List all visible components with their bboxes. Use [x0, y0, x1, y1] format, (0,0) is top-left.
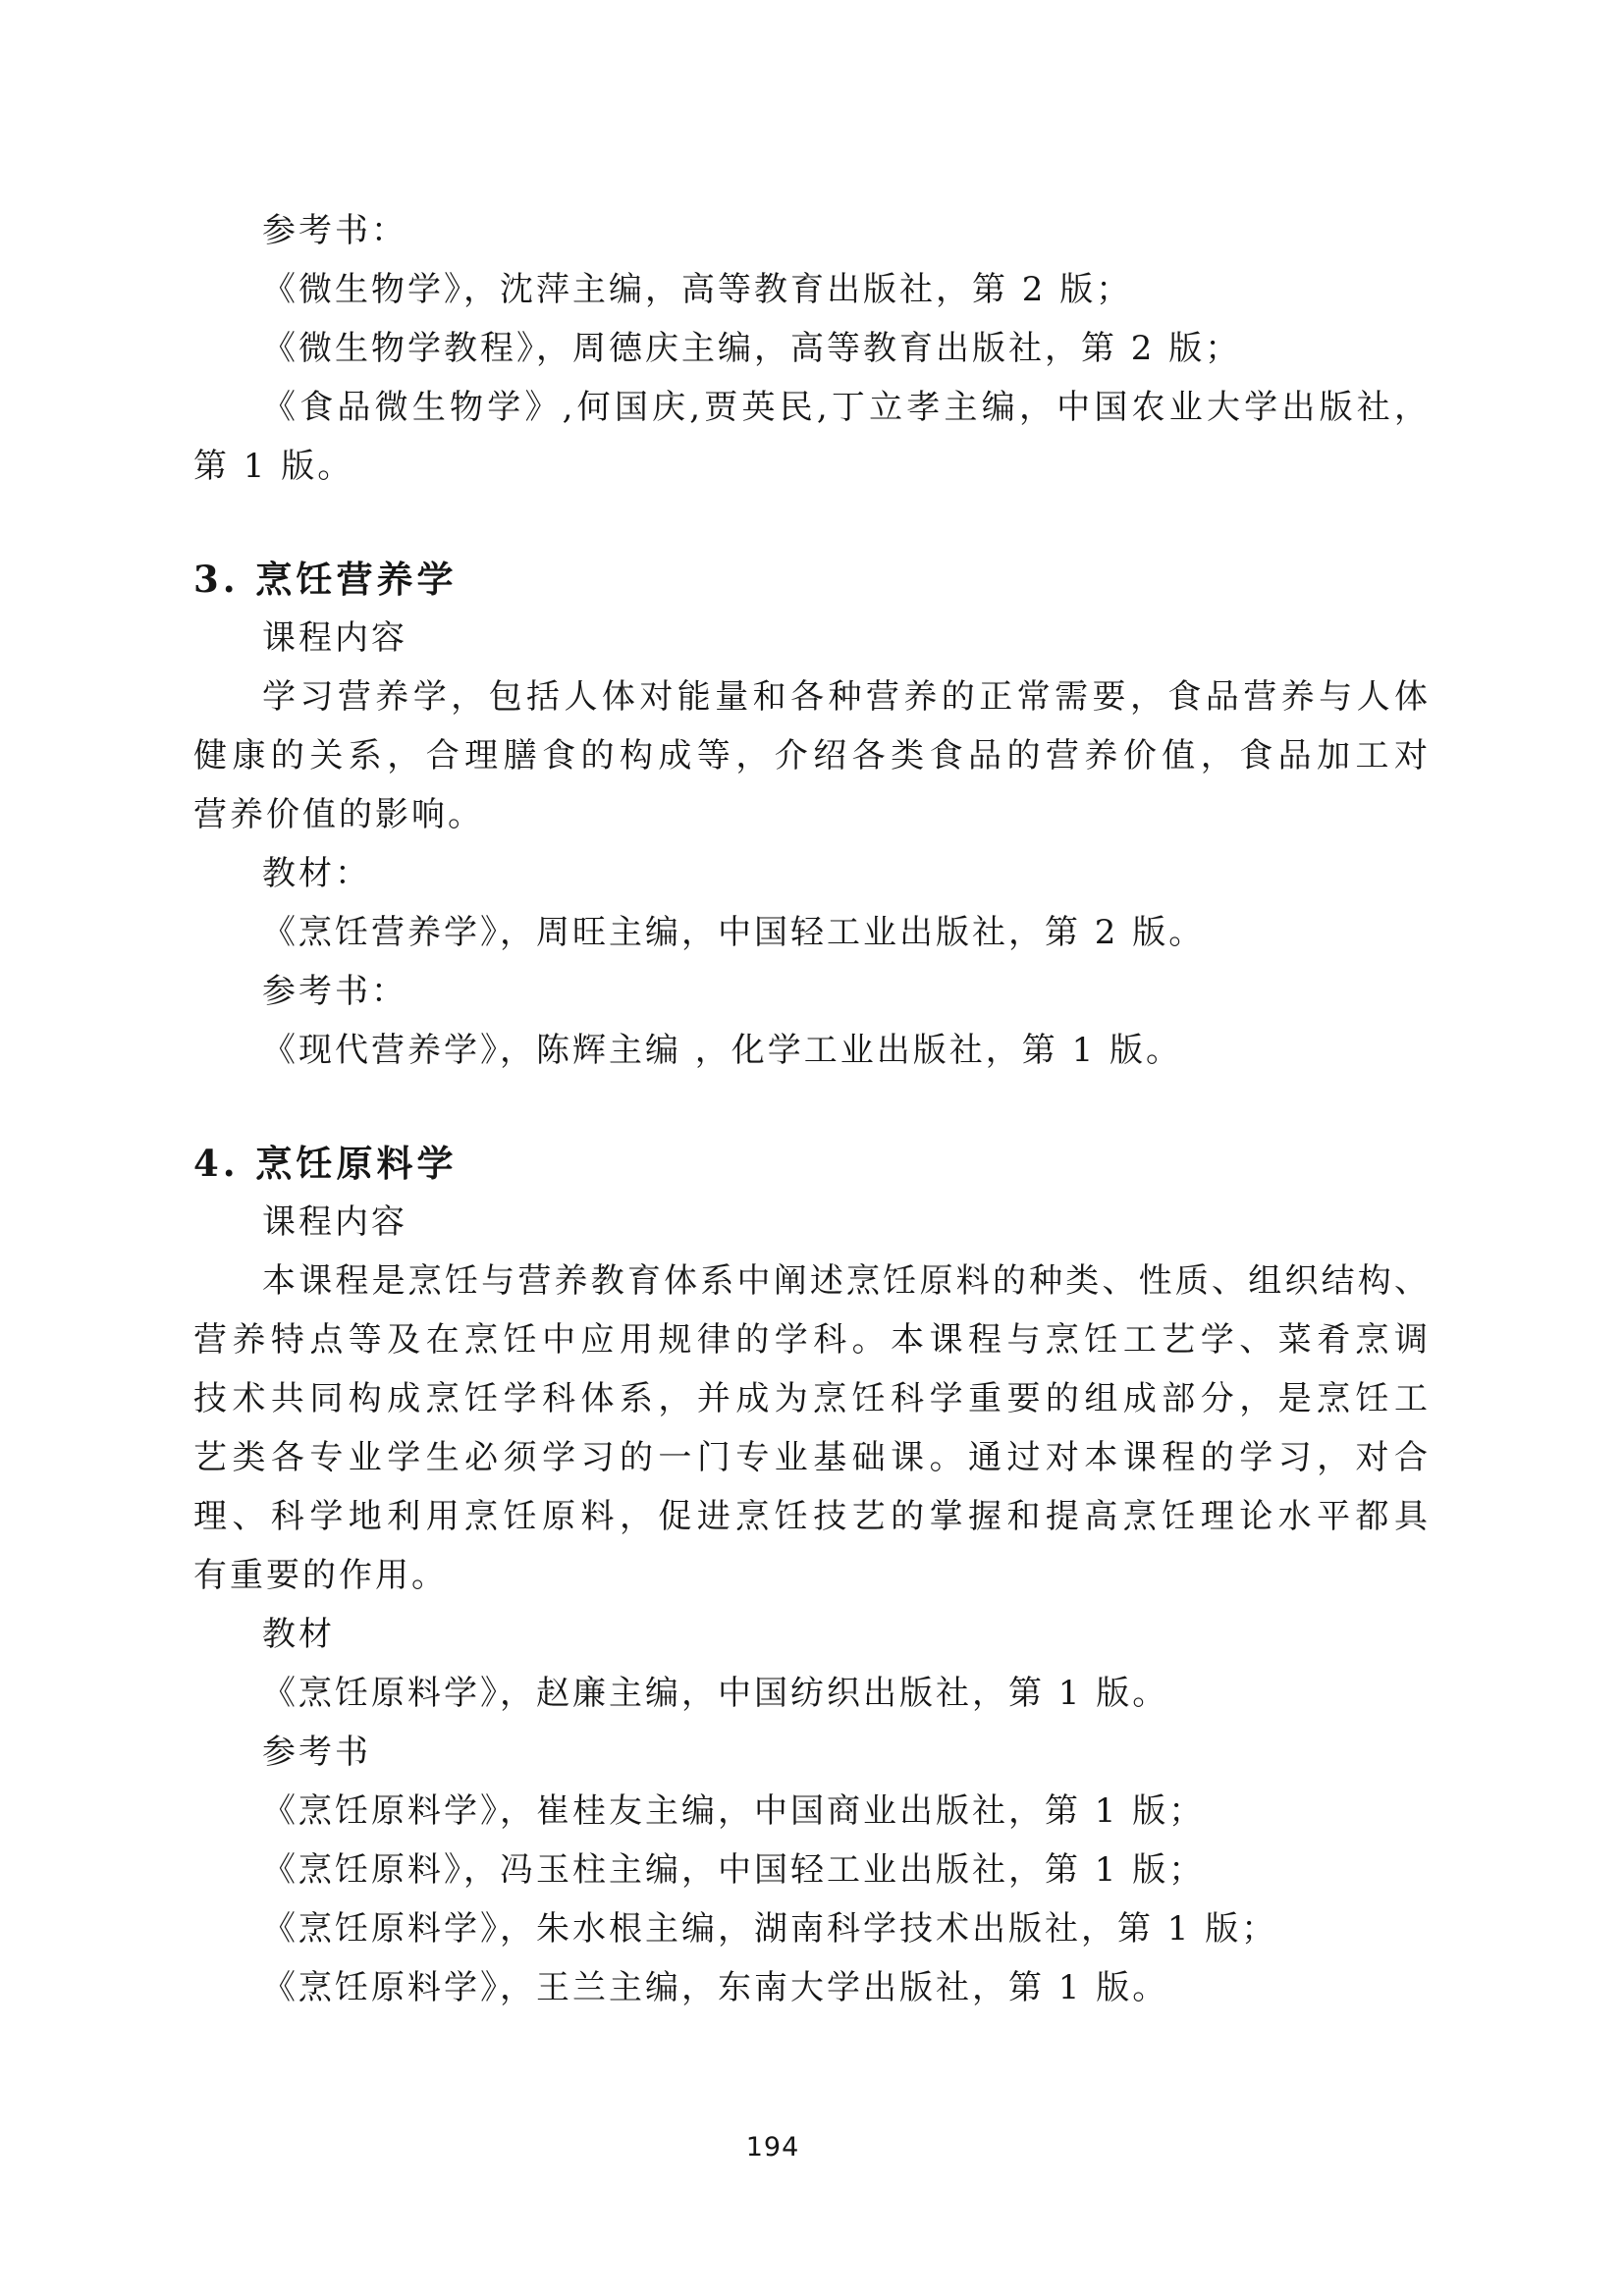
paragraph-line: 学习营养学，包括人体对能量和各种营养的正常需要，食品营养与人体 — [262, 677, 1431, 717]
references-label: 参考书 — [262, 1733, 371, 1772]
textbook-label: 教材： — [262, 854, 371, 893]
book-entry: 《烹饪原料学》，赵廉主编，中国纺织出版社，第 1 版。 — [262, 1674, 1169, 1713]
book-entry: 《微生物学教程》，周德庆主编，高等教育出版社，第 2 版； — [262, 329, 1242, 368]
book-entry: 《烹饪原料学》，朱水根主编，湖南科学技术出版社，第 1 版； — [262, 1909, 1278, 1949]
book-entry: 《烹饪营养学》，周旺主编，中国轻工业出版社，第 2 版。 — [262, 913, 1206, 952]
textbook-label: 教材 — [262, 1615, 335, 1654]
book-entry: 《食品微生物学》,何国庆,贾英民,丁立孝主编，中国农业大学出版社， — [262, 388, 1431, 427]
paragraph-line: 有重要的作用。 — [193, 1556, 448, 1595]
paragraph-line: 营养价值的影响。 — [193, 795, 484, 834]
book-entry-continuation: 第 1 版。 — [193, 447, 354, 486]
page-number: 194 — [745, 2132, 800, 2163]
paragraph-line: 理、科学地利用烹饪原料，促进烹饪技艺的掌握和提高烹饪理论水平都具 — [193, 1497, 1431, 1536]
section-3-heading: 3. 烹饪营养学 — [193, 558, 458, 601]
book-entry: 《烹饪原料学》，崔桂友主编，中国商业出版社，第 1 版； — [262, 1791, 1206, 1831]
paragraph-line: 营养特点等及在烹饪中应用规律的学科。本课程与烹饪工艺学、菜肴烹调 — [193, 1320, 1431, 1360]
paragraph-line: 技术共同构成烹饪学科体系，并成为烹饪科学重要的组成部分，是烹饪工 — [193, 1379, 1431, 1418]
course-content-label: 课程内容 — [262, 1202, 407, 1242]
book-entry: 《现代营养学》，陈辉主编 ，化学工业出版社，第 1 版。 — [262, 1031, 1183, 1070]
section-4-heading: 4. 烹饪原料学 — [193, 1142, 458, 1185]
page-text-block — [193, 201, 1431, 2017]
book-entry: 《微生物学》，沈萍主编，高等教育出版社，第 2 版； — [262, 270, 1133, 309]
paragraph-line: 本课程是烹饪与营养教育体系中阐述烹饪原料的种类、性质、组织结构、 — [262, 1261, 1431, 1301]
course-content-label: 课程内容 — [262, 618, 407, 658]
book-entry: 《烹饪原料》，冯玉柱主编，中国轻工业出版社，第 1 版； — [262, 1850, 1206, 1890]
paragraph-line: 健康的关系，合理膳食的构成等，介绍各类食品的营养价值，食品加工对 — [193, 736, 1431, 775]
references-label: 参考书： — [262, 211, 407, 250]
references-label: 参考书： — [262, 972, 407, 1011]
paragraph-line: 艺类各专业学生必须学习的一门专业基础课。通过对本课程的学习，对合 — [193, 1438, 1431, 1477]
book-entry: 《烹饪原料学》，王兰主编，东南大学出版社，第 1 版。 — [262, 1968, 1169, 2007]
